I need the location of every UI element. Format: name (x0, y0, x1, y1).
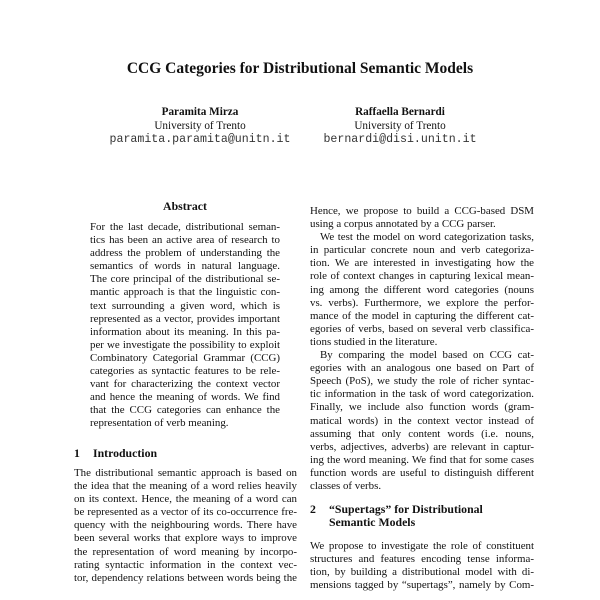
text-line: the idea that the meaning of a word relies heavily (74, 480, 297, 493)
section-title: Introduction (93, 446, 158, 460)
text-line: For the last decade, distributional seman- (90, 221, 280, 233)
text-line: semantics of words in natural language. (90, 260, 280, 273)
author-name: Raffaella Bernardi (355, 106, 445, 118)
text-line: The core principal of the distributional se- (90, 273, 280, 286)
author-email: paramita.paramita@unitn.it (109, 133, 291, 146)
text-line: rating syntactic information in the context vec- (74, 558, 297, 571)
text-line: tor, dependency relations between words being the (74, 571, 297, 584)
text-line: in particular concrete noun and verb categoriza- (310, 244, 534, 257)
text-line: be represented as a vector of its co-occurrence fre- (74, 506, 297, 519)
author-name: Paramita Mirza (161, 106, 239, 118)
text-line: Finally, we include also function words (gram- (310, 401, 534, 414)
text-line: tions studied in the literature. (310, 335, 438, 348)
text-line: mance of the model in capturing the different cat- (310, 309, 534, 322)
text-line: classes of verbs. (310, 479, 382, 492)
author-affiliation: University of Trento (154, 120, 246, 132)
text-line: representation of verb meaning. (90, 417, 229, 430)
text-line: role of context changes in capturing lexical mean- (310, 270, 534, 283)
section-number: 2 (310, 502, 316, 516)
text-line: vs. verbs). Furthermore, we explore the perfor- (310, 296, 534, 309)
text-line: assuming that only content words (i.e. nouns, (310, 427, 534, 440)
introduction-body-left (74, 467, 297, 585)
text-line: ing among the different word categories (nouns (310, 283, 534, 296)
text-line: vant for characterizing the context vector (90, 378, 280, 391)
author-email: bernardi@disi.unitn.it (323, 133, 477, 146)
section-title-continued: Semantic Models (329, 515, 416, 530)
text-line: the representation of word meaning by incorpo- (74, 545, 297, 558)
text-line: tion. We are interested in investigating how the (310, 257, 534, 270)
text-line: tion, by building a distributional model with di- (310, 566, 534, 579)
introduction-body-right (310, 205, 534, 493)
paper-title: CCG Categories for Distributional Semantic Models (126, 60, 474, 77)
text-line: egories of verbs, based on several verb classifica- (310, 322, 534, 335)
text-line: matical words) in the context vector instead of (310, 414, 534, 427)
text-line: The distributional semantic approach is based on (74, 467, 297, 479)
section-1-heading (74, 447, 157, 460)
text-line: mantic approach is that the linguistic con- (90, 286, 280, 299)
text-line: We test the model on word categorization tasks, (320, 231, 534, 244)
section-2-body (310, 540, 534, 592)
section-2-heading (310, 503, 483, 529)
text-line: Combinatory Categorial Grammar (CCG) (90, 351, 280, 364)
text-line: mensions tagged by “supertags”, namely by Com- (310, 579, 534, 592)
text-line: Speech (PoS), we study the role of richer syntac- (310, 375, 534, 388)
text-line: that the CCG categories can enhance the (90, 404, 280, 417)
text-line: tic information in the task of word categorization. (310, 388, 534, 401)
text-line: Hence, we propose to build a CCG-based DSM (310, 205, 534, 217)
text-line: function words are useful to distinguish different (310, 466, 534, 479)
abstract-body (90, 221, 280, 431)
abstract-heading: Abstract (163, 199, 207, 213)
text-line: ing the word meaning. We find that for some cases (310, 453, 534, 466)
author-block-2 (280, 105, 520, 147)
text-line: been several works that explore ways to improve (74, 532, 297, 545)
text-line: egories with an analogous one based on Part of (310, 362, 534, 375)
text-line: information about its meaning. In this pa- (90, 325, 280, 338)
text-line: per we investigate the possibility to exploit (90, 338, 280, 351)
text-line: We propose to investigate the role of constituent (310, 540, 534, 552)
section-title: “Supertags” for Distributional (329, 502, 483, 516)
text-line: By comparing the model based on CCG cat- (320, 349, 534, 362)
text-line: on its context. Hence, the meaning of a word can (74, 493, 297, 506)
text-line: verbs, adjectives, adverbs) are relevant in captur- (310, 440, 534, 453)
text-line: quency with the neighbouring words. There have (74, 519, 297, 532)
text-line: represented as a vector, provides important (90, 312, 280, 325)
text-line: address the problem of understanding the (90, 247, 280, 260)
author-affiliation: University of Trento (354, 120, 446, 132)
text-line: text surrounding a given word, which is (90, 299, 280, 312)
text-line: using a corpus annotated by a CCG parser. (310, 218, 496, 231)
text-line: categories as syntactic features to be rele- (90, 365, 280, 378)
text-line: tics has been an active area of research to (90, 234, 280, 247)
text-line: structures and features encoding tense informa- (310, 553, 534, 566)
section-number: 1 (74, 446, 80, 460)
text-line: and hence the meaning of words. We find (90, 391, 280, 404)
